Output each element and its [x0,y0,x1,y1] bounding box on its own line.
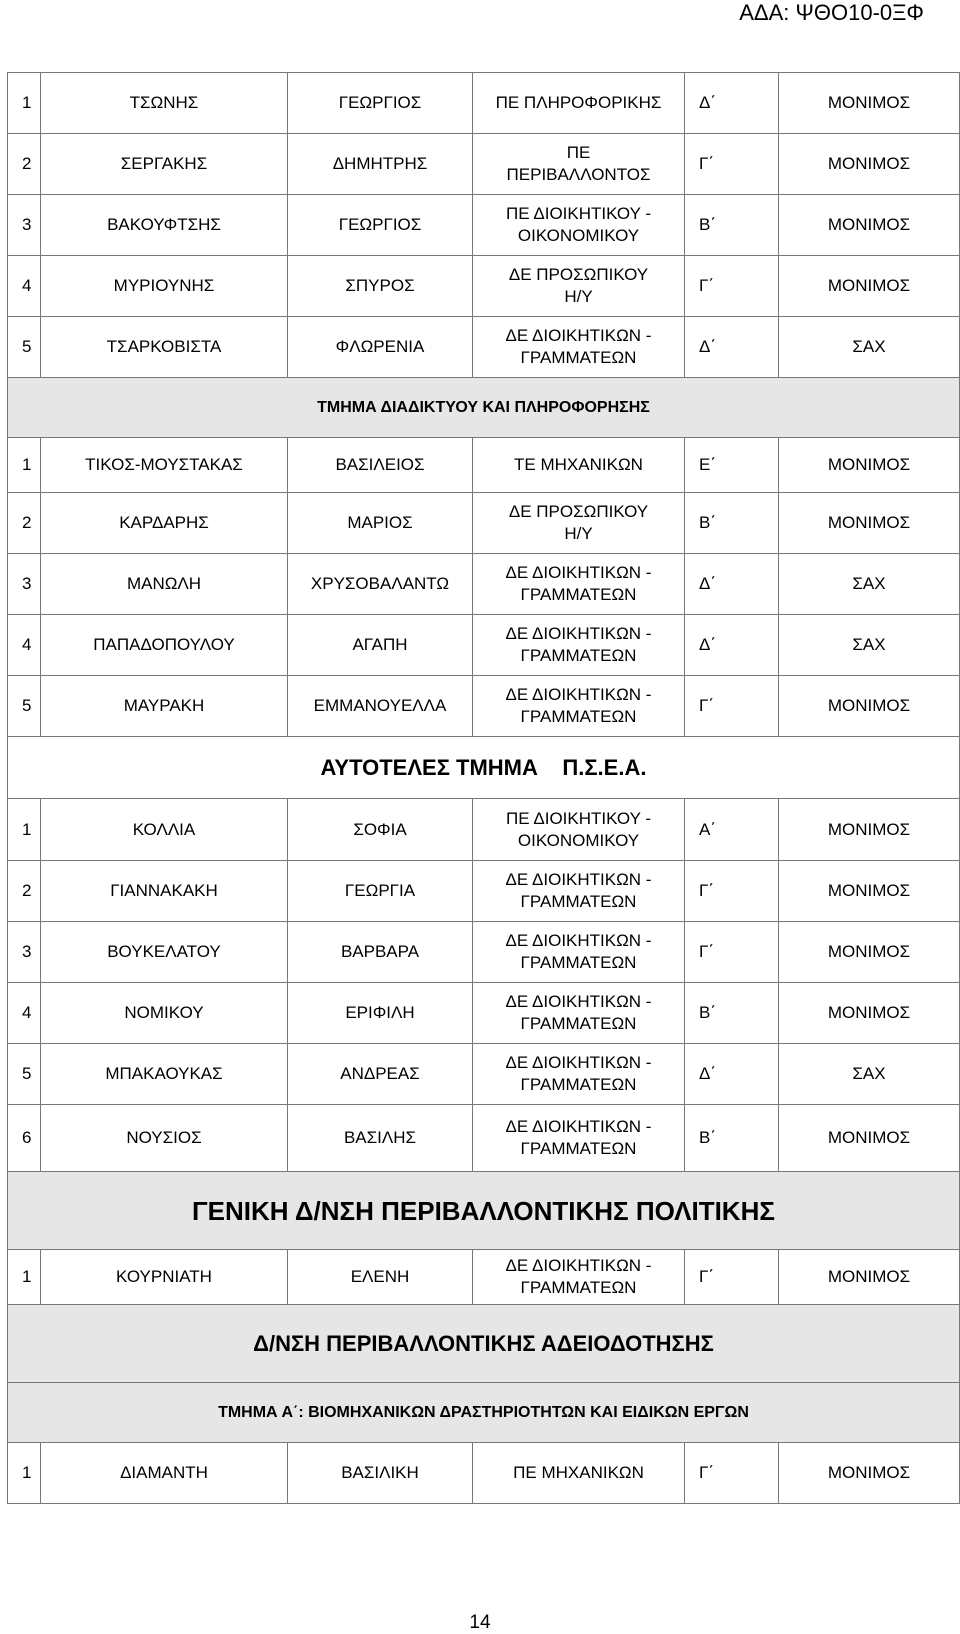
row-number: 3 [8,554,41,615]
status-cell: ΣΑΧ [779,554,960,615]
grade-cell: Δ΄ [685,1044,779,1105]
section-title: Δ/ΝΣΗ ΠΕΡΙΒΑΛΛΟΝΤΙΚΗΣ ΑΔΕΙΟΔΟΤΗΣΗΣ [8,1305,960,1383]
section-row [8,737,960,799]
status-cell: ΣΑΧ [779,1044,960,1105]
surname-cell: ΓΙΑΝΝΑΚΑΚΗ [41,861,288,922]
surname-cell: ΜΠΑΚΑΟΥΚΑΣ [41,1044,288,1105]
grade-cell: Γ΄ [685,134,779,195]
grade-cell: Γ΄ [685,256,779,317]
staff-table [7,72,960,1504]
surname-cell: ΠΑΠΑΔΟΠΟΥΛΟΥ [41,615,288,676]
section-row [8,1305,960,1383]
name-cell: ΓΕΩΡΓΙΑ [288,861,473,922]
grade-cell: Α΄ [685,799,779,861]
surname-cell: ΚΑΡΔΑΡΗΣ [41,493,288,554]
specialty-cell: ΠΕ ΔΙΟΙΚΗΤΙΚΟΥ - ΟΙΚΟΝΟΜΙΚΟΥ [473,799,685,861]
status-cell: ΜΟΝΙΜΟΣ [779,256,960,317]
row-number: 1 [8,799,41,861]
name-cell: ΓΕΩΡΓΙΟΣ [288,73,473,134]
specialty-cell: ΔΕ ΔΙΟΙΚΗΤΙΚΩΝ - ΓΡΑΜΜΑΤΕΩΝ [473,861,685,922]
table-row [8,922,960,983]
row-number: 1 [8,438,41,493]
grade-cell: Δ΄ [685,554,779,615]
status-cell: ΜΟΝΙΜΟΣ [779,799,960,861]
status-cell: ΣΑΧ [779,317,960,378]
name-cell: ΒΑΣΙΛΗΣ [288,1105,473,1172]
section-row [8,378,960,438]
section-row [8,1172,960,1250]
status-cell: ΜΟΝΙΜΟΣ [779,1250,960,1305]
row-number: 3 [8,922,41,983]
table-row [8,317,960,378]
section-title: ΤΜΗΜΑ Α΄: ΒΙΟΜΗΧΑΝΙΚΩΝ ΔΡΑΣΤΗΡΙΟΤΗΤΩΝ ΚΑΙ ΕΙΔΙΚΩΝ ΕΡΓΩΝ [8,1383,960,1443]
table-row [8,1443,960,1504]
section-title: ΓΕΝΙΚΗ Δ/ΝΣΗ ΠΕΡΙΒΑΛΛΟΝΤΙΚΗΣ ΠΟΛΙΤΙΚΗΣ [8,1172,960,1250]
specialty-cell: ΔΕ ΔΙΟΙΚΗΤΙΚΩΝ - ΓΡΑΜΜΑΤΕΩΝ [473,676,685,737]
surname-cell: ΣΕΡΓΑΚΗΣ [41,134,288,195]
surname-cell: ΤΙΚΟΣ-ΜΟΥΣΤΑΚΑΣ [41,438,288,493]
surname-cell: ΜΑΥΡΑΚΗ [41,676,288,737]
surname-cell: ΒΟΥΚΕΛΑΤΟΥ [41,922,288,983]
grade-cell: Δ΄ [685,73,779,134]
row-number: 1 [8,1250,41,1305]
specialty-cell: ΔΕ ΔΙΟΙΚΗΤΙΚΩΝ - ΓΡΑΜΜΑΤΕΩΝ [473,615,685,676]
section-row [8,1383,960,1443]
name-cell: ΒΑΡΒΑΡΑ [288,922,473,983]
grade-cell: Δ΄ [685,615,779,676]
table-row [8,1250,960,1305]
grade-cell: Β΄ [685,1105,779,1172]
name-cell: ΕΡΙΦΙΛΗ [288,983,473,1044]
table-row [8,676,960,737]
row-number: 5 [8,317,41,378]
table-row [8,438,960,493]
status-cell: ΜΟΝΙΜΟΣ [779,73,960,134]
specialty-cell: ΔΕ ΔΙΟΙΚΗΤΙΚΩΝ - ΓΡΑΜΜΑΤΕΩΝ [473,1105,685,1172]
name-cell: ΒΑΣΙΛΕΙΟΣ [288,438,473,493]
grade-cell: Δ΄ [685,317,779,378]
surname-cell: ΤΣΑΡΚΟΒΙΣΤΑ [41,317,288,378]
section-title: ΤΜΗΜΑ ΔΙΑΔΙΚΤΥΟΥ ΚΑΙ ΠΛΗΡΟΦΟΡΗΣΗΣ [8,378,960,438]
ada-header: ΑΔΑ: ΨΘΟ10-0ΞΦ [739,0,924,25]
staff-table-body [8,73,960,1504]
specialty-cell: ΠΕ ΜΗΧΑΝΙΚΩΝ [473,1443,685,1504]
table-row [8,983,960,1044]
grade-cell: Β΄ [685,493,779,554]
surname-cell: ΚΟΥΡΝΙΑΤΗ [41,1250,288,1305]
row-number: 2 [8,134,41,195]
surname-cell: ΜΥΡΙΟΥΝΗΣ [41,256,288,317]
grade-cell: Ε΄ [685,438,779,493]
status-cell: ΜΟΝΙΜΟΣ [779,861,960,922]
table-row [8,493,960,554]
specialty-cell: ΔΕ ΠΡΟΣΩΠΙΚΟΥ Η/Υ [473,256,685,317]
grade-cell: Γ΄ [685,1443,779,1504]
name-cell: ΕΜΜΑΝΟΥΕΛΛΑ [288,676,473,737]
row-number: 6 [8,1105,41,1172]
row-number: 1 [8,1443,41,1504]
specialty-cell: ΔΕ ΔΙΟΙΚΗΤΙΚΩΝ - ΓΡΑΜΜΑΤΕΩΝ [473,922,685,983]
row-number: 1 [8,73,41,134]
name-cell: ΣΟΦΙΑ [288,799,473,861]
status-cell: ΜΟΝΙΜΟΣ [779,493,960,554]
status-cell: ΜΟΝΙΜΟΣ [779,1105,960,1172]
name-cell: ΜΑΡΙΟΣ [288,493,473,554]
table-row [8,1044,960,1105]
surname-cell: ΝΟΜΙΚΟΥ [41,983,288,1044]
table-row [8,799,960,861]
row-number: 5 [8,1044,41,1105]
surname-cell: ΝΟΥΣΙΟΣ [41,1105,288,1172]
surname-cell: ΤΣΩΝΗΣ [41,73,288,134]
name-cell: ΕΛΕΝΗ [288,1250,473,1305]
row-number: 4 [8,615,41,676]
row-number: 2 [8,493,41,554]
specialty-cell: ΔΕ ΔΙΟΙΚΗΤΙΚΩΝ - ΓΡΑΜΜΑΤΕΩΝ [473,1250,685,1305]
grade-cell: Γ΄ [685,861,779,922]
table-row [8,615,960,676]
grade-cell: Β΄ [685,983,779,1044]
row-number: 4 [8,983,41,1044]
status-cell: ΜΟΝΙΜΟΣ [779,922,960,983]
name-cell: ΧΡΥΣΟΒΑΛΑΝΤΩ [288,554,473,615]
specialty-cell: ΔΕ ΔΙΟΙΚΗΤΙΚΩΝ - ΓΡΑΜΜΑΤΕΩΝ [473,983,685,1044]
section-title: ΑΥΤΟΤΕΛΕΣ ΤΜΗΜΑ Π.Σ.Ε.Α. [8,737,960,799]
specialty-cell: ΠΕ ΠΕΡΙΒΑΛΛΟΝΤΟΣ [473,134,685,195]
name-cell: ΦΛΩΡΕΝΙΑ [288,317,473,378]
name-cell: ΑΝΔΡΕΑΣ [288,1044,473,1105]
table-row [8,134,960,195]
status-cell: ΜΟΝΙΜΟΣ [779,983,960,1044]
grade-cell: Γ΄ [685,676,779,737]
status-cell: ΜΟΝΙΜΟΣ [779,134,960,195]
specialty-cell: ΤΕ ΜΗΧΑΝΙΚΩΝ [473,438,685,493]
status-cell: ΜΟΝΙΜΟΣ [779,438,960,493]
surname-cell: ΜΑΝΩΛΗ [41,554,288,615]
surname-cell: ΚΟΛΛΙΑ [41,799,288,861]
table-row [8,1105,960,1172]
name-cell: ΒΑΣΙΛΙΚΗ [288,1443,473,1504]
name-cell: ΓΕΩΡΓΙΟΣ [288,195,473,256]
specialty-cell: ΠΕ ΠΛΗΡΟΦΟΡΙΚΗΣ [473,73,685,134]
table-row [8,554,960,615]
name-cell: ΔΗΜΗΤΡΗΣ [288,134,473,195]
surname-cell: ΒΑΚΟΥΦΤΣΗΣ [41,195,288,256]
status-cell: ΣΑΧ [779,615,960,676]
status-cell: ΜΟΝΙΜΟΣ [779,676,960,737]
name-cell: ΣΠΥΡΟΣ [288,256,473,317]
table-row [8,73,960,134]
specialty-cell: ΠΕ ΔΙΟΙΚΗΤΙΚΟΥ - ΟΙΚΟΝΟΜΙΚΟΥ [473,195,685,256]
grade-cell: Β΄ [685,195,779,256]
grade-cell: Γ΄ [685,922,779,983]
specialty-cell: ΔΕ ΔΙΟΙΚΗΤΙΚΩΝ - ΓΡΑΜΜΑΤΕΩΝ [473,554,685,615]
specialty-cell: ΔΕ ΠΡΟΣΩΠΙΚΟΥ Η/Υ [473,493,685,554]
row-number: 4 [8,256,41,317]
specialty-cell: ΔΕ ΔΙΟΙΚΗΤΙΚΩΝ - ΓΡΑΜΜΑΤΕΩΝ [473,317,685,378]
row-number: 3 [8,195,41,256]
table-row [8,195,960,256]
status-cell: ΜΟΝΙΜΟΣ [779,1443,960,1504]
row-number: 2 [8,861,41,922]
grade-cell: Γ΄ [685,1250,779,1305]
name-cell: ΑΓΑΠΗ [288,615,473,676]
surname-cell: ΔΙΑΜΑΝΤΗ [41,1443,288,1504]
row-number: 5 [8,676,41,737]
status-cell: ΜΟΝΙΜΟΣ [779,195,960,256]
table-row [8,256,960,317]
table-row [8,861,960,922]
specialty-cell: ΔΕ ΔΙΟΙΚΗΤΙΚΩΝ - ΓΡΑΜΜΑΤΕΩΝ [473,1044,685,1105]
page-number: 14 [469,1612,491,1633]
